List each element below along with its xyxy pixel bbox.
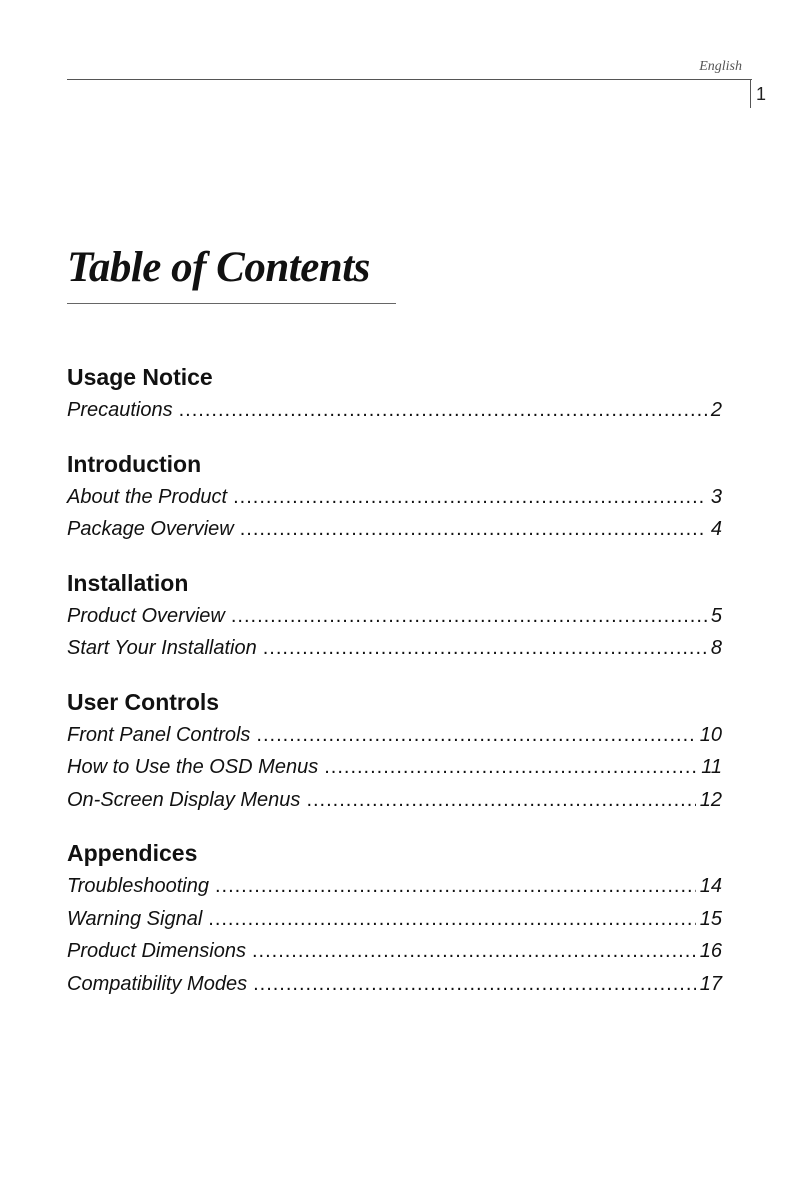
toc-section-heading: Installation <box>67 569 189 596</box>
toc-dot-leader <box>324 751 697 784</box>
header-language: English <box>699 59 742 74</box>
toc-entry-label: Troubleshooting <box>67 875 209 897</box>
toc-dot-leader <box>240 513 707 546</box>
toc-section-usage-notice <box>67 360 722 427</box>
toc-entry-page: 15 <box>699 907 722 930</box>
toc-entry-page: 10 <box>699 723 722 746</box>
toc-entry-page: 3 <box>710 485 722 508</box>
toc-entry-page: 12 <box>699 788 722 811</box>
toc-entry[interactable] <box>67 600 722 633</box>
toc-entry-page: 5 <box>710 604 722 627</box>
toc-dot-leader <box>208 903 695 936</box>
toc-entry[interactable] <box>67 632 722 665</box>
toc-section-introduction <box>67 447 722 546</box>
toc-section-heading: User Controls <box>67 688 220 715</box>
toc-entry-label: Precautions <box>67 399 173 421</box>
toc-entry-label: Product Overview <box>67 604 225 627</box>
toc-entry-label: About the Product <box>67 485 228 508</box>
page-number-marker <box>750 79 751 108</box>
toc-section-heading: Introduction <box>67 450 202 477</box>
toc-entry-page: 16 <box>699 940 722 962</box>
page-title: Table of Contents <box>67 244 370 291</box>
toc-entry-label: Package Overview <box>67 518 234 540</box>
table-of-contents <box>67 360 722 1020</box>
toc-entry-label: Compatibility Modes <box>67 972 248 995</box>
toc-entry-label: Start Your Installation <box>67 637 257 659</box>
toc-entry[interactable] <box>67 513 722 546</box>
toc-entry-label: On-Screen Display Menus <box>67 788 301 811</box>
toc-entry-label: How to Use the OSD Menus <box>67 756 319 778</box>
header-rule <box>67 79 752 80</box>
toc-entry-page: 4 <box>710 518 722 540</box>
toc-dot-leader <box>252 935 696 968</box>
toc-entry[interactable] <box>67 903 722 936</box>
toc-dot-leader <box>263 632 707 665</box>
toc-dot-leader <box>233 481 707 514</box>
toc-entry-page: 11 <box>701 756 722 778</box>
toc-entry[interactable] <box>67 481 722 514</box>
toc-entry-label: Front Panel Controls <box>67 723 251 746</box>
toc-entry[interactable] <box>67 751 722 784</box>
title-underline <box>67 303 396 304</box>
toc-entry[interactable] <box>67 394 722 427</box>
toc-section-user-controls <box>67 685 722 817</box>
toc-entry[interactable] <box>67 870 722 903</box>
toc-entry-page: 2 <box>710 399 722 421</box>
toc-section-installation <box>67 566 722 665</box>
toc-dot-leader <box>215 870 696 903</box>
toc-dot-leader <box>306 784 695 817</box>
toc-dot-leader <box>256 719 695 752</box>
toc-section-appendices <box>67 836 722 1000</box>
toc-entry[interactable] <box>67 935 722 968</box>
page-number: 1 <box>756 84 767 104</box>
toc-dot-leader <box>179 394 707 427</box>
toc-entry-label: Warning Signal <box>67 907 203 930</box>
toc-entry[interactable] <box>67 784 722 817</box>
toc-entry-label: Product Dimensions <box>67 940 246 962</box>
toc-dot-leader <box>231 600 707 633</box>
toc-entry-page: 17 <box>699 972 722 995</box>
toc-entry[interactable] <box>67 719 722 752</box>
toc-section-heading: Usage Notice <box>67 364 213 390</box>
toc-section-heading: Appendices <box>67 840 198 866</box>
toc-entry[interactable] <box>67 968 722 1001</box>
toc-entry-page: 8 <box>710 637 722 659</box>
toc-entry-page: 14 <box>699 875 722 897</box>
toc-dot-leader <box>253 968 696 1001</box>
